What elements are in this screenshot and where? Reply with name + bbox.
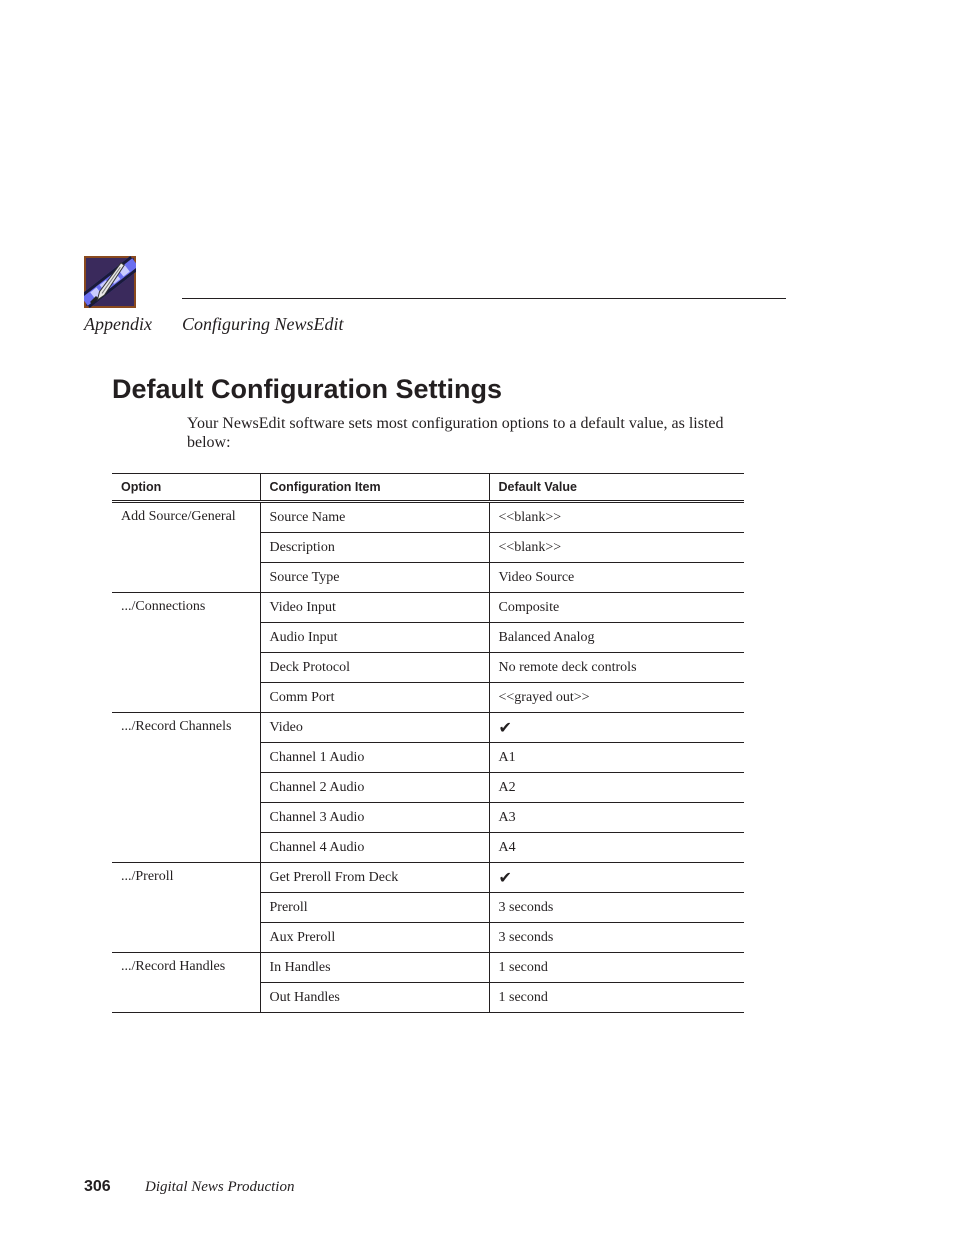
config-item-cell: Channel 4 Audio <box>260 833 489 863</box>
config-item-cell: Channel 1 Audio <box>260 743 489 773</box>
header-rule <box>182 298 786 299</box>
checkmark-icon: ✔ <box>498 717 512 737</box>
header-section: Appendix <box>84 314 152 334</box>
column-header-option: Option <box>112 474 260 502</box>
default-value-cell: 3 seconds <box>489 923 744 953</box>
column-header-default-value: Default Value <box>489 474 744 502</box>
config-item-cell: Source Name <box>260 502 489 533</box>
default-value-cell: A4 <box>489 833 744 863</box>
book-title: Digital News Production <box>145 1179 295 1195</box>
default-value-cell: 1 second <box>489 953 744 983</box>
checkmark-icon: ✔ <box>498 867 512 887</box>
default-value-cell: Balanced Analog <box>489 623 744 653</box>
config-item-cell: Audio Input <box>260 623 489 653</box>
table-row <box>112 953 744 983</box>
table-header-row <box>112 474 744 502</box>
option-cell: .../Preroll <box>112 863 260 953</box>
default-config-table <box>112 473 744 1013</box>
default-value-cell: Video Source <box>489 563 744 593</box>
default-value-cell: <<grayed out>> <box>489 683 744 713</box>
page-title: Default Configuration Settings <box>112 374 502 404</box>
column-header-configuration-item: Configuration Item <box>260 474 489 502</box>
config-item-cell: Source Type <box>260 563 489 593</box>
config-item-cell: Out Handles <box>260 983 489 1013</box>
page-number: 306 <box>84 1178 111 1195</box>
film-strip-pen-icon <box>84 256 136 308</box>
config-item-cell: Channel 2 Audio <box>260 773 489 803</box>
table-row <box>112 502 744 533</box>
default-value-cell: A3 <box>489 803 744 833</box>
option-cell: .../Record Handles <box>112 953 260 1013</box>
config-item-cell: Description <box>260 533 489 563</box>
config-item-cell: Channel 3 Audio <box>260 803 489 833</box>
default-value-cell <box>489 713 744 743</box>
default-value-cell: A2 <box>489 773 744 803</box>
default-value-cell: <<blank>> <box>489 533 744 563</box>
table-row <box>112 593 744 623</box>
config-item-cell: Video <box>260 713 489 743</box>
config-item-cell: Deck Protocol <box>260 653 489 683</box>
default-value-cell: Composite <box>489 593 744 623</box>
default-value-cell: 3 seconds <box>489 893 744 923</box>
config-item-cell: Video Input <box>260 593 489 623</box>
config-item-cell: Aux Preroll <box>260 923 489 953</box>
config-item-cell: Comm Port <box>260 683 489 713</box>
config-item-cell: Preroll <box>260 893 489 923</box>
config-item-cell: In Handles <box>260 953 489 983</box>
config-item-cell: Get Preroll From Deck <box>260 863 489 893</box>
default-value-cell <box>489 863 744 893</box>
default-value-cell: No remote deck controls <box>489 653 744 683</box>
option-cell: .../Record Channels <box>112 713 260 863</box>
table-row <box>112 863 744 893</box>
intro-paragraph: Your NewsEdit software sets most configuration options to a default value, as listed below: <box>187 415 724 451</box>
default-value-cell: A1 <box>489 743 744 773</box>
default-value-cell: 1 second <box>489 983 744 1013</box>
option-cell: Add Source/General <box>112 502 260 593</box>
header-chapter: Configuring NewsEdit <box>182 314 344 334</box>
default-value-cell: <<blank>> <box>489 502 744 533</box>
option-cell: .../Connections <box>112 593 260 713</box>
table-row <box>112 713 744 743</box>
